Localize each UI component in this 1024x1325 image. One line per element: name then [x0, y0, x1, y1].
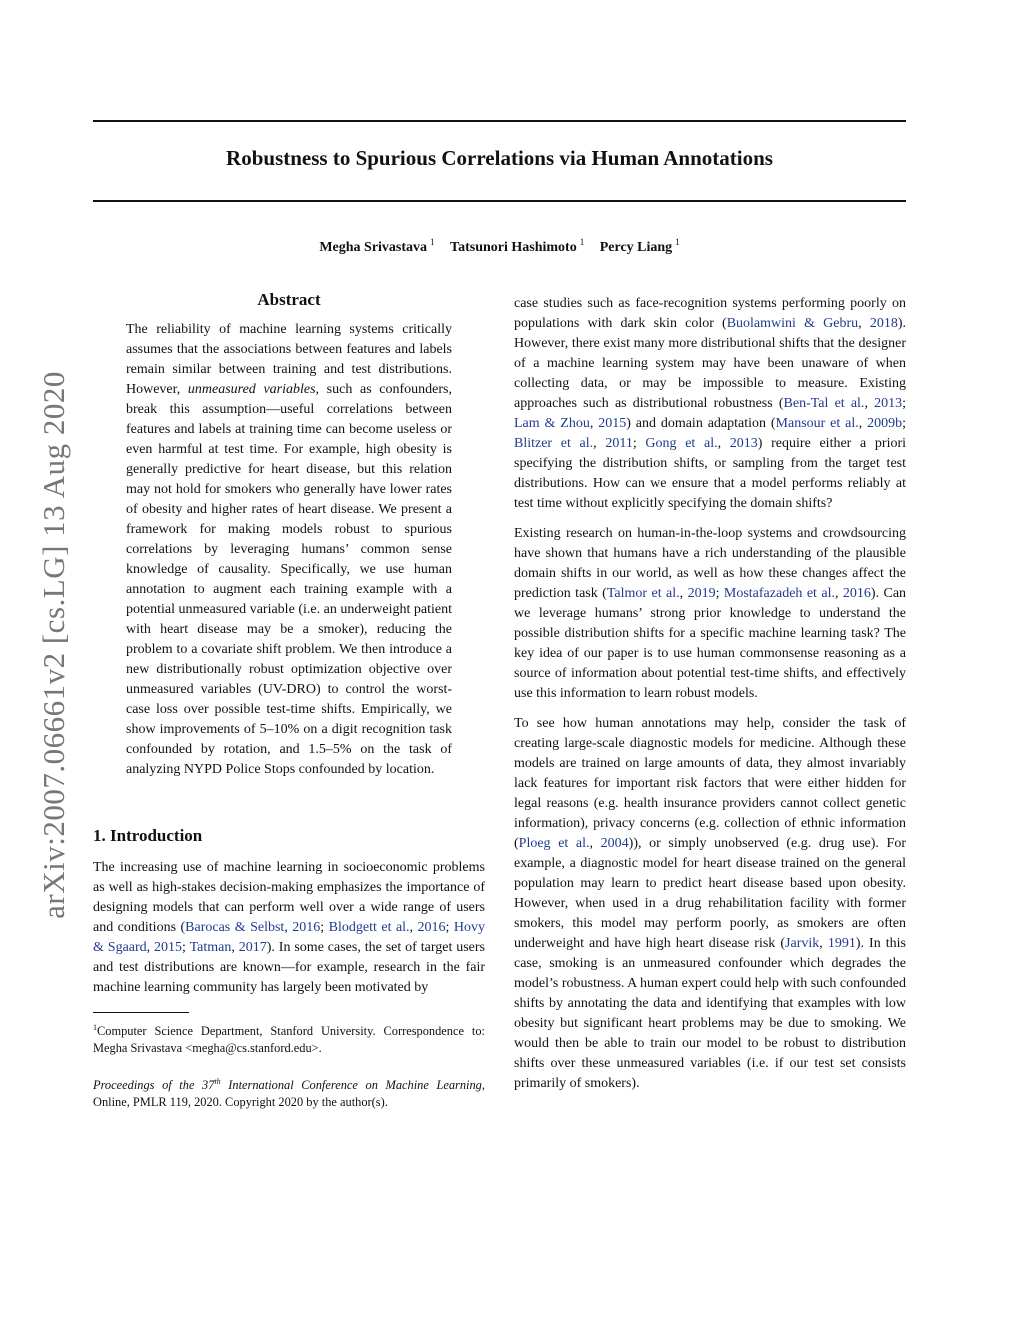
- citation-link[interactable]: 2011: [605, 436, 633, 451]
- citation-link[interactable]: 2016: [842, 586, 871, 601]
- citation-link[interactable]: 2015: [154, 940, 183, 955]
- right-column: [514, 294, 906, 1104]
- citation-link[interactable]: 2004: [600, 836, 629, 851]
- title-rule-top: [93, 120, 906, 122]
- introduction-heading: 1. Introduction: [93, 826, 203, 845]
- citation-link[interactable]: Ben-Tal et al.: [783, 396, 865, 411]
- citation-link[interactable]: Hovy & Sgaard: [93, 920, 486, 955]
- citation-link[interactable]: Mansour et al.: [775, 416, 859, 431]
- proceedings-note: Proceedings of the 37th International Conference on Machine Learning, Online, PMLR 119, 2020. Copyright 2020 by the author(s).: [93, 1077, 485, 1110]
- citation-link[interactable]: 2009b: [867, 416, 903, 431]
- citation-link[interactable]: 2013: [874, 396, 903, 411]
- author: Percy Liang $^1$: [599, 237, 680, 255]
- citation-link[interactable]: Buolamwini & Gebru: [726, 316, 859, 331]
- author: Megha Srivastava $^1$: [319, 237, 435, 255]
- body-paragraph: case studies such as face-recognition systems performing poorly on populations with dark skin color (Buolamwini & Gebru, 2018). However, there exist many more distributional shifts that the designer of a machine learning system may have been unaware of when collecting data, or may be impossible to measure. Existing approaches such as distributional robustness (Ben-Tal et al., 2013; Lam & Zhou, 2015) and domain adaptation (Mansour et al., 2009b; Blitzer et al., 2011; Gong et al., 2013) require either a priori specifying the distribution shifts, or sampling from the target test distributions. How can we ensure that a model performs reliably at test time without explicitly specifying the domain shifts?: [514, 296, 907, 511]
- author-list: [93, 237, 906, 256]
- citation-link[interactable]: 2019: [687, 586, 716, 601]
- arxiv-identifier: arXiv:2007.06661v2 [cs.LG] 13 Aug 2020: [36, 371, 71, 919]
- introduction-paragraph: The increasing use of machine learning in socioeconomic problems as well as high-stakes decision-making emphasizes the importance of designing models that can perform well over a wide range of users and conditions (Barocas & Selbst, 2016; Blodgett et al., 2016; Hovy & Sgaard, 2015; Tatman, 2017). In some cases, the set of target users and test distributions are known—for example, research in the fair machine learning community has largely been motivated by: [93, 860, 486, 995]
- citation-link[interactable]: Blitzer et al.: [514, 436, 594, 451]
- citation-link[interactable]: 2016: [417, 920, 446, 935]
- body-paragraph: To see how human annotations may help, consider the task of creating large-scale diagnostic models for medicine. Although these models are trained on large amounts of data, they almost invariably lack features for important risk factors that were either hidden for legal reasons (e.g. health insurance providers cannot collect genetic information), privacy concerns (e.g. collection of ethnic information (Ploeg et al., 2004)), or simply unobserved (e.g. drug use). For example, a diagnostic model for heart disease trained on the general population may learn to predict heart disease based upon obesity. However, when used in a drug rehabilitation facility with former smokers, this model may perform poorly, as smokers are often underweight and have high heart disease risk (Jarvik, 1991). In this case, smoking is an unmeasured confounder which degrades the model’s robustness. A human expert could help with such confounded shifts by annotating the data and identifying that examples with low obesity but significant heart problems may be due to smoking. We would then be able to train our model to be robust to distribution shifts over these unmeasured variables (i.e. if our test set consists primarily of smokers).: [514, 716, 907, 1091]
- citation-link[interactable]: 1991: [827, 936, 856, 951]
- citation-link[interactable]: Jarvik: [785, 936, 820, 951]
- citation-link[interactable]: Talmor et al.: [606, 586, 680, 601]
- citation-link[interactable]: Ploeg et al.: [518, 836, 590, 851]
- footnote-rule: [93, 1012, 189, 1013]
- title-rule-bottom: [93, 200, 906, 202]
- citation-link[interactable]: 2015: [598, 416, 627, 431]
- citation-link[interactable]: 2013: [729, 436, 758, 451]
- author: Tatsunori Hashimoto $^1$: [450, 237, 585, 255]
- citation-link[interactable]: Tatman: [189, 940, 232, 955]
- citation-link[interactable]: Gong et al.: [645, 436, 718, 451]
- citation-link[interactable]: Blodgett et al.: [328, 920, 410, 935]
- citation-link[interactable]: 2016: [292, 920, 321, 935]
- paper-title: Robustness to Spurious Correlations via Human Annotations: [226, 146, 773, 170]
- abstract-text: The reliability of machine learning systems critically assumes that the associations between features and labels remain similar between training and test distributions. However, unmeasured variables, such as confounders, break this assumption—useful correlations between features and labels at training time can become useless or even harmful at test time. For example, high obesity is generally predictive for heart disease, but this relation may not hold for smokers who generally have lower rates of obesity and higher rates of heart disease. We present a framework for making models robust to spurious correlations by leveraging humans’ common sense knowledge of causality. Specifically, we use human annotation to augment each training example with a potential unmeasured variable (i.e. an underweight patient with heart disease may be a smoker), reducing the problem to a covariate shift problem. We then introduce a new distributionally robust optimization objective over unmeasured variables (UV-DRO) to control the worst-case loss over possible test-time shifts. Empirically, we show improvements of 5–10% on a digit recognition task confounded by rotation, and 1.5–5% on the task of analyzing NYPD Police Stops confounded by location.: [126, 322, 452, 777]
- citation-link[interactable]: Lam & Zhou: [514, 416, 590, 431]
- citation-link[interactable]: 2018: [869, 316, 898, 331]
- citation-link[interactable]: Barocas & Selbst: [185, 920, 285, 935]
- citation-link[interactable]: 2017: [238, 940, 267, 955]
- abstract-heading: Abstract: [257, 290, 321, 309]
- body-paragraph: Existing research on human-in-the-loop systems and crowdsourcing have shown that humans have a rich understanding of the plausible domain shifts in our world, as well as how these changes affect the prediction task (Talmor et al., 2019; Mostafazadeh et al., 2016). Can we leverage humans’ strong prior knowledge to understand the possible distribution shifts for a specific machine learning task? The key idea of our paper is to use human commonsense reasoning as a source of information about potential test-time shifts, and effectively use this information to learn robust models.: [514, 526, 907, 701]
- left-column: [93, 290, 485, 1111]
- citation-link[interactable]: Mostafazadeh et al.: [723, 586, 835, 601]
- affiliation-footnote: $^1$Computer Science Department, Stanford University. Correspondence to: Megha Srivastava <megha@cs.stanford.edu>.: [93, 1023, 485, 1056]
